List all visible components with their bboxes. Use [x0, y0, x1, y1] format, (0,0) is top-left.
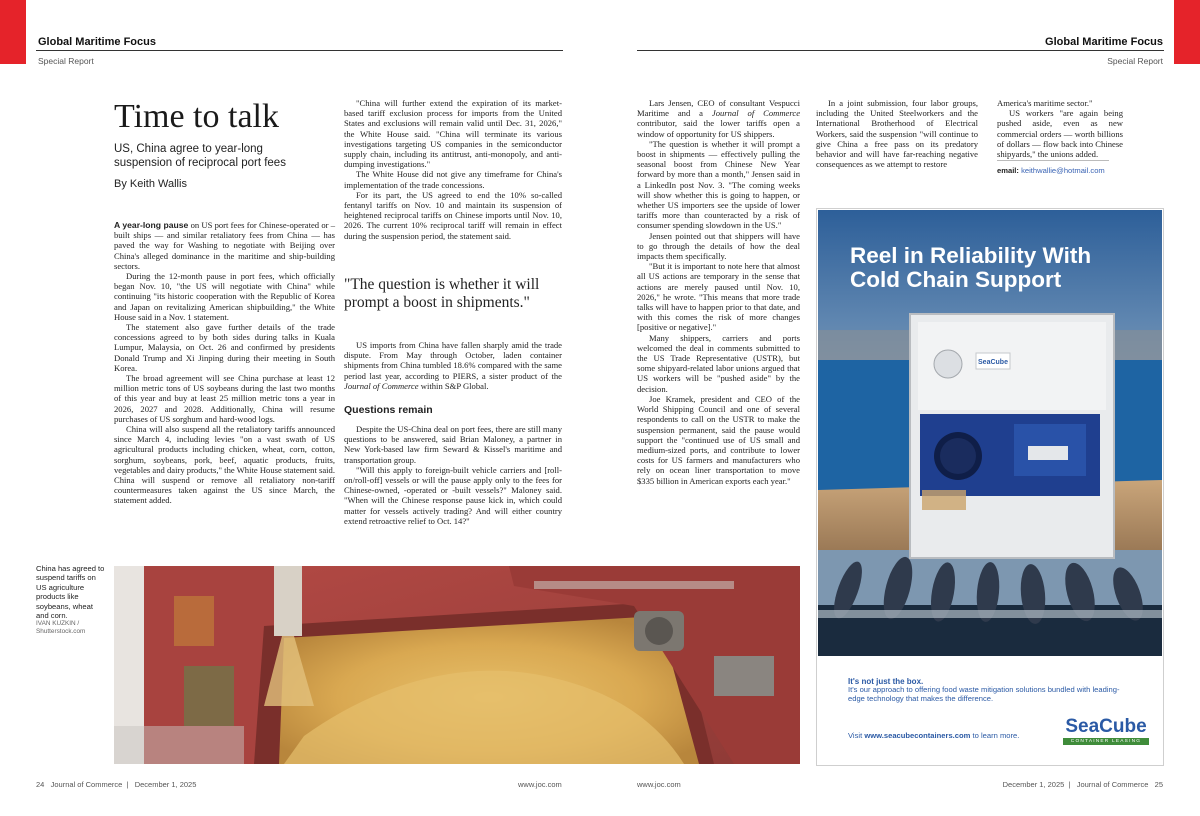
email-rule — [997, 160, 1109, 161]
publication-left: Journal of Commerce — [50, 780, 123, 789]
paragraph: In a joint submission, four labor groups, including the United Steelworkers and the International Brotherhood of Electrical Workers, said the suspension "will continue to give China a free pass on its predatory behavior and will have far-reaching negative consequences as we attempt to restore — [816, 98, 978, 170]
article-column-2-top — [344, 98, 562, 241]
soybean-hold-illustration — [114, 566, 800, 764]
byline: By Keith Wallis — [114, 178, 187, 190]
ad-photo — [818, 210, 1162, 656]
article-column-4 — [816, 98, 978, 169]
paragraph: Joe Kramek, president and CEO of the World Shipping Council and one of several respondents to call on the USTR to make the suspension permanent, said the pause would support the "continued use of US small and medium-sized ports, and contribute to lower costs for US farmers and manufacturers who rely on ocean liner transportation to move $335 billion in American exports each year." — [637, 393, 800, 486]
article-title: Time to talk — [114, 98, 279, 135]
article-column-2-mid — [344, 340, 562, 391]
section-label-left: Global Maritime Focus — [38, 36, 156, 48]
paragraph: The White House did not give any timeframe for China's implementation of the trade concessions. — [344, 169, 562, 190]
soybean-ship-photo — [114, 566, 800, 764]
paragraph: A year-long pause on US port fees for Chinese-operated or –built ships — and similar retaliatory fees from China — has paved the way for Washing to negotiate with Beijing over China's alleged dominance in the maritime and ship-building sectors. — [114, 220, 335, 271]
footer-url-left[interactable]: www.joc.com — [518, 780, 562, 789]
footer-right: December 1, 2025 | Journal of Commerce 25 — [1002, 780, 1163, 789]
ad-headline: Reel in Reliability With Cold Chain Support — [850, 243, 1092, 292]
header-rule-right — [637, 50, 1164, 51]
publication-right: Journal of Commerce — [1076, 780, 1149, 789]
author-email[interactable]: email: keithwallie@hotmail.com — [997, 166, 1105, 175]
paragraph: Despite the US-China deal on port fees, there are still many questions to be answered, said Brian Maloney, a partner in New York-based law firm Seward & Kissel's maritime and transportation group. — [344, 424, 562, 465]
paragraph: The statement also gave further details of the trade concessions agreed to by both sides during talks in Kuala Lumpur, Malaysia, on Oct. 26 and confirmed by presidents Donald Trump and Xi Jinping during their meeting in South Korea. — [114, 322, 335, 373]
article-column-2-bottom — [344, 424, 562, 526]
footer-left: 24 Journal of Commerce | December 1, 2025 — [36, 780, 197, 789]
svg-text:SeaCube: SeaCube — [978, 359, 1008, 366]
report-label-right: Special Report — [1107, 56, 1163, 66]
paragraph: America's maritime sector." — [997, 98, 1093, 108]
section-label-right: Global Maritime Focus — [1045, 36, 1163, 48]
paragraph: US workers "are again being pushed aside, even as new commercial orders — worth billions of dollars — flow back into Chinese shipyards," the unions added. — [997, 108, 1123, 160]
paragraph: For its part, the US agreed to end the 10% so-called fentanyl tariffs on Nov. 10 and maintain its suspension of heightened reciprocal tariffs on Chinese imports until Nov. 10, 2026. The current 10% reciprocal tariff will remain in effect during the suspension period, the statement said. — [344, 189, 562, 241]
right-red-tab — [1174, 0, 1200, 64]
article-column-5 — [997, 98, 1123, 159]
footer-url-right[interactable]: www.joc.com — [637, 780, 681, 789]
paragraph: Lars Jensen, CEO of consultant Vespucci Maritime and a Journal of Commerce contributor, said the lower tariffs open a window of opportunity for US shippers. — [637, 98, 801, 139]
paragraph: Jensen pointed out that shippers will have to go through the details of how the deal impacts them specifically. — [637, 230, 800, 262]
date-left: December 1, 2025 — [134, 780, 197, 789]
paragraph: "The question is whether it will prompt a boost in shipments — effectively pulling the seasonal boost from Chinese New Year forward by more than a month," Jensen said in a LinkedIn post Nov. 3. "The coming weeks will show whether this is going to happen, or whether US importers see the upside of lower tariffs more than counteracted by a risk of consumer spending slowdown in the US." — [637, 138, 800, 231]
report-label-left: Special Report — [38, 56, 94, 66]
page-number-right: 25 — [1154, 780, 1163, 789]
paragraph: "Will this apply to foreign-built vehicle carriers and [roll-on/roll-off] vessels or will the pause apply only to the fees for Chinese-owned, -operated or -built vessels?" Maloney said. "When will the Chinese response pause kick in, which could matter for vessels actively trading? And will either country extend retroactive relief to Oct. 14?" — [344, 464, 562, 526]
lead-in: A year-long pause — [114, 220, 189, 230]
ad-tagline-bold: It's not just the box. — [848, 677, 924, 686]
left-red-tab — [0, 0, 26, 64]
seacube-logo[interactable]: SeaCube CONTAINER LEASING — [1063, 717, 1149, 747]
photo-credit: IVAN KUZKIN / Shutterstock.com — [36, 620, 86, 636]
photo-caption: China has agreed to suspend tariffs on US agriculture products like soybeans, wheat and corn. IVAN KUZKIN / Shutterstock.com — [36, 564, 105, 636]
date-right: December 1, 2025 — [1002, 780, 1065, 789]
article-column-3 — [637, 98, 800, 486]
paragraph: The broad agreement will see China purchase at least 12 million metric tons of US soybeans during the last two months of this year and buy at least 25 million metric tons a year in 2026, 2027 and 2028. Additionally, China will resume purchases of US sorghum and hard-wood logs. — [114, 373, 335, 424]
paragraph: US imports from China have fallen sharply amid the trade dispute. From May through October, laden container shipments from China tumbled 18.6% compared with the same period last year, according to PIERS, a sister product of the Journal of Commerce within S&P Global. — [344, 340, 562, 391]
ad-tagline: It's our approach to offering food waste mitigation solutions bundled with leading-edge technology that makes the difference. — [848, 685, 1120, 703]
paragraph: During the 12-month pause in port fees, which officially began Nov. 10, "the US will negotiate with China" while continuing "its historic cooperation with the Republic of Korea and Japan on revitalizing American shipbuilding," the White House said in a Nov. 1 statement. — [114, 271, 335, 322]
page-number-left: 24 — [36, 780, 45, 789]
paragraph: Many shippers, carriers and ports welcomed the deal in comments submitted to the US Trade Representative (USTR), but some shipyard-related labor unions argued that US workers will be "pushed aside" by the decision. — [637, 332, 800, 394]
article-column-1 — [114, 220, 335, 506]
subhead-questions-remain: Questions remain — [344, 404, 433, 416]
paragraph: "But it is important to note here that almost all US actions are temporary in the sense that actions are merely paused until Nov. 10, 2026," he wrote. "This means that more trade talks will have to happen prior to that date, and with this comes the risk of more changes [positive or negative]." — [637, 261, 800, 333]
paragraph: China will also suspend all the retaliatory tariffs announced since March 4, including levies "on a vast swath of US agricultural products including chicken, wheat, corn, cotton, sorghum, soybeans, pork, beef, aquatic products, fruits, vegetables and dairy products," the White House statement said. China will suspend or remove all retaliatory non-tariff countermeasures taken against the US since March, the statement added. — [114, 424, 335, 506]
seacube-advertisement[interactable] — [816, 208, 1164, 766]
paragraph: "China will further extend the expiration of its market-based tariff exclusion process for imports from the United States and exclusions will remain valid until Dec. 31, 2026," the White House said. "China will terminate its various investigations targeting US companies in the semiconductor supply chain, including its antitrust, anti-monopoly, and anti-dumping investigations." — [344, 98, 562, 170]
article-deck: US, China agree to year-long suspension of reciprocal port fees — [114, 143, 286, 169]
header-rule-left — [36, 50, 563, 51]
ad-visit-link[interactable]: Visit www.seacubecontainers.com to learn more. — [848, 731, 1020, 740]
pull-quote: "The question is whether it will prompt a boost in shipments." — [344, 276, 540, 311]
